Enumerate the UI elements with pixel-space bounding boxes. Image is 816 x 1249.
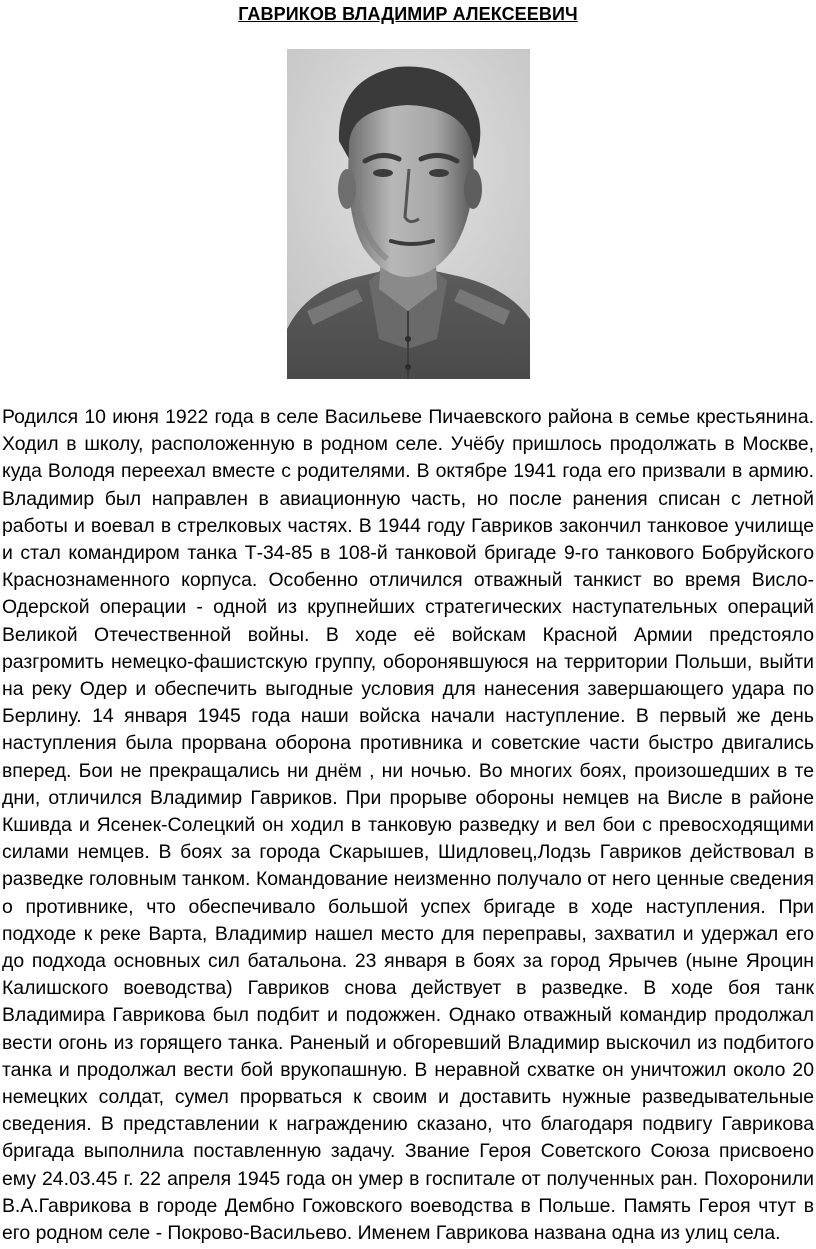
biography-text: Родился 10 июня 1922 года в селе Васильеве Пичаевского района в семье крестьянина. Ходил в школу, расположенную в родном селе. Учёбу пришлось продолжать в Москве, куда Володя переехал вместе с родителями. В октябре 1941 года его призвали в армию. Владимир был направлен в авиационную часть, но после ранения списан с летной работы и воевал в стрелковых частях. В 1944 году Гавриков закончил танковое училище и стал командиром танка Т-34-85 в 108-й танковой бригаде 9-го танкового Бобруйского Краснознаменного корпуса. Особенно отличился отважный танкист во время Висло-Одерской операции - одной из крупнейших стратегических наступательных операций Великой Отечественной войны. В ходе её войскам Красной Армии предстояло разгромить немецко-фашистскую группу, оборонявшуюся на территории Польши, выйти на реку Одер и обеспечить выгодные условия для нанесения завершающего удара по Берлину. 14 января 1945 года наши войска начали наступление. В первый же день наступления была прорвана оборона противника и советские части быстро двигались вперед. Бои не прекращались ни днём , ни ночью. Во многих боях, произошедших в те дни, отличился Владимир Гавриков. При прорыве обороны немцев на Висле в районе Кшивда и Ясенек-Солецкий он ходил в танковую разведку и вел бои с превосходящими силами немцев. В боях за города Скарышев, Шидловец,Лодзь Гавриков действовал в разведке головным танком. Командование неизменно получало от него ценные сведения о противнике, что обеспечивало большой успех бригаде в ходе наступления. При подходе к реке Варта, Владимир нашел место для переправы, захватил и удержал его до подхода основных сил батальона. 23 января в боях за город Ярычев (ныне Яроцин Калишского воеводства) Гавриков снова действует в разведке. В ходе боя танк Владимира Гаврикова был подбит и подожжен. Однако отважный командир продолжал вести огонь из горящего танка. Раненый и обгоревший Владимир выскочил из подбитого танка и продолжал вести бой врукопашную. В неравной схватке он уничтожил около 20 немецких солдат, сумел прорваться к своим и доставить нужные разведывательные сведения. В представлении к награждению сказано, что благодаря подвигу Гаврикова бригада выполнила поставленную задачу. Звание Героя Советского Союза присвоено ему 24.03.45 г. 22 апреля 1945 года он умер в госпитале от полученных ран. Похоронили В.А.Гаврикова в городе Дембно Гожовского воеводства в Польше. Память Героя чтут в его родном селе - Покрово-Васильево. Именем Гаврикова названа одна из улиц села. (2, 406, 814, 1245)
page-title: ГАВРИКОВ ВЛАДИМИР АЛЕКСЕЕВИЧ (238, 4, 578, 24)
portrait-photo (287, 49, 530, 379)
portrait-image (287, 49, 530, 379)
